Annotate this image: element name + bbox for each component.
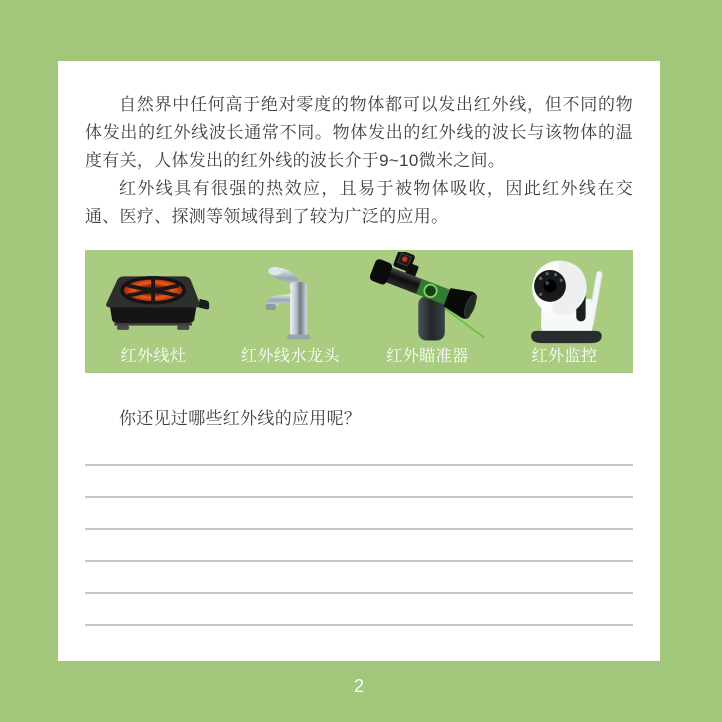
gallery-label-faucet: 红外线水龙头: [240, 348, 340, 365]
application-gallery-band: [85, 250, 633, 373]
paragraph-infrared-applications: 红外线具有很强的热效应，且易于被物体吸收，因此红外线在交通、医疗、探测等领域得到了较为广泛的应用。: [85, 179, 633, 226]
gallery-item-faucet: [222, 250, 359, 366]
answer-rule-line: [85, 464, 633, 466]
gallery-item-camera: [496, 250, 633, 366]
answer-rule-line: [85, 560, 633, 562]
gallery-label-camera: 红外监控: [531, 348, 598, 365]
answer-rule-line: [85, 496, 633, 498]
gallery-item-stove: [85, 250, 222, 366]
infrared-stove-icon: [98, 264, 210, 344]
page-sheet: [58, 61, 660, 661]
paragraph-infrared-emission: 自然界中任何高于绝对零度的物体都可以发出红外线，但不同的物体发出的红外线波长通常不同。物体发出的红外线的波长与该物体的温度有关，人体发出的红外线的波长介于9~10微米之间。: [85, 95, 633, 170]
infrared-faucet-icon: [253, 254, 329, 344]
answer-rule-line: [85, 592, 633, 594]
question-prompt: 你还见过哪些红外线的应用呢？: [119, 409, 362, 428]
answer-area: [85, 464, 633, 626]
answer-rule-line: [85, 528, 633, 530]
infrared-camera-icon: [518, 254, 612, 344]
gallery-label-stove: 红外线灶: [120, 348, 187, 365]
page-number: 2: [353, 676, 364, 696]
infrared-sight-icon: [370, 252, 486, 344]
answer-rule-line: [85, 624, 633, 626]
intro-text: [85, 91, 633, 231]
gallery-label-sight: 红外瞄准器: [386, 348, 469, 365]
gallery-item-sight: [359, 250, 496, 366]
